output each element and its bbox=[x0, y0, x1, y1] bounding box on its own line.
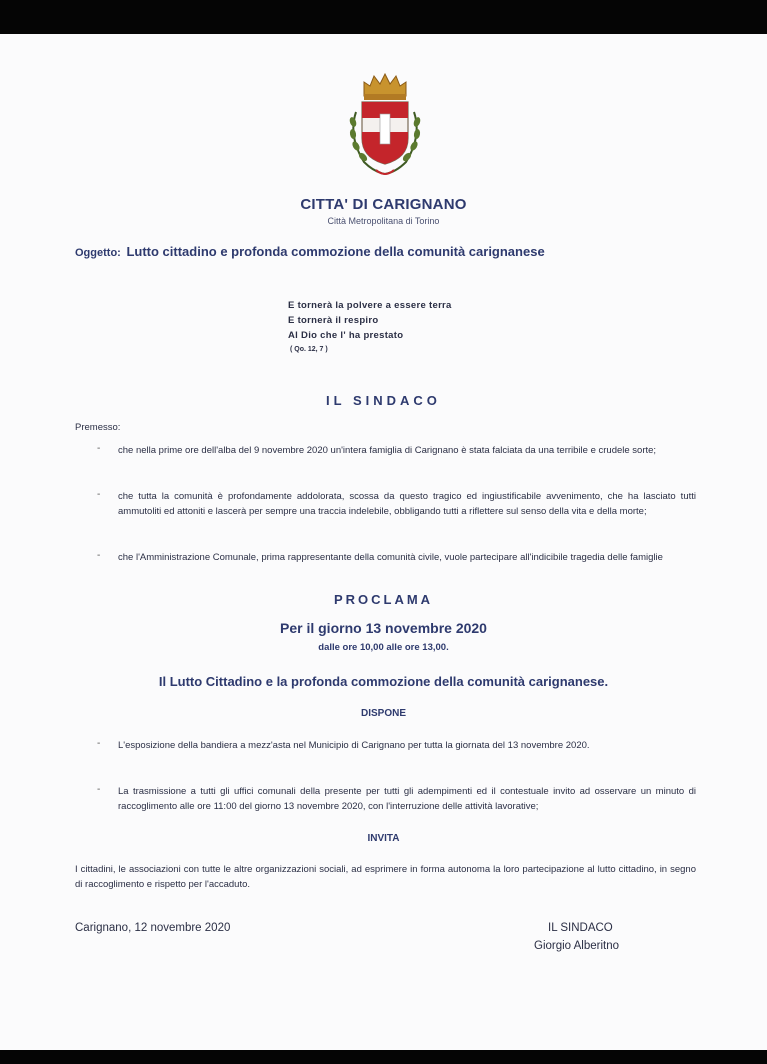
dispone-heading: DISPONE bbox=[360, 708, 406, 719]
document-page bbox=[0, 34, 767, 1050]
premesso-label: Premesso: bbox=[75, 422, 121, 433]
bullet-dash: - bbox=[97, 550, 101, 561]
proclama-time: dalle ore 10,00 alle ore 13,00. bbox=[318, 642, 449, 653]
bullet-dash: - bbox=[97, 489, 101, 500]
dispone-item: L'esposizione della bandiera a mezz'asta nel Municipio di Carignano per tutta la giornata del 13 novembre 2020. bbox=[118, 740, 590, 751]
signature-title: IL SINDACO bbox=[548, 922, 613, 934]
verse-line-2: E tornerà il respiro bbox=[288, 315, 379, 326]
bullet-dash: - bbox=[97, 443, 101, 454]
bullet-dash: - bbox=[97, 784, 101, 795]
top-black-bar bbox=[0, 0, 767, 34]
city-subtitle: Città Metropolitana di Torino bbox=[327, 216, 440, 226]
premesso-item: che nella prime ore dell'alba del 9 novembre 2020 un'intera famiglia di Carignano è stata falciata da una terribile e crudele sorte; bbox=[118, 445, 657, 456]
premesso-item: che l'Amministrazione Comunale, prima rappresentante della comunità civile, vuole partecipare all'indicibile tragedia delle famiglie bbox=[118, 552, 663, 563]
proclama-heading: PROCLAMA bbox=[333, 592, 434, 607]
bottom-black-bar bbox=[0, 1050, 767, 1064]
coat-of-arms-icon bbox=[340, 66, 430, 182]
premesso-item: che tutta la comunità è profondamente addolorata, scossa da questo tragico ed ingiustificabile avvenimento, che ha lasciato tutti ammutoliti ed attoniti e lascerà per sempre una traccia indelebile, obbligando tutti a riflettere sul senso della vita e della morte; bbox=[118, 491, 696, 517]
bullet-dash: - bbox=[97, 738, 101, 749]
verse-reference: ( Qo. 12, 7 ) bbox=[290, 346, 328, 353]
city-title: CITTA' DI CARIGNANO bbox=[300, 196, 467, 213]
verse-line-3: Al Dio che l' ha prestato bbox=[288, 330, 404, 341]
place-date: Carignano, 12 novembre 2020 bbox=[75, 922, 231, 934]
proclama-date: Per il giorno 13 novembre 2020 bbox=[280, 620, 487, 636]
proclama-statement: Il Lutto Cittadino e la profonda commozione della comunità carignanese. bbox=[158, 674, 609, 689]
verse-line-1: E tornerà la polvere a essere terra bbox=[288, 300, 452, 311]
dispone-item: La trasmissione a tutti gli uffici comunali della presente per tutti gli adempimenti ed il contestuale invito ad osservare un minuto di raccoglimento alle ore 11:00 del giorno 13 novembre 2020, con l'interruzione delle attività lavorative; bbox=[118, 786, 696, 812]
subject-text: Lutto cittadino e profonda commozione della comunità carignanese bbox=[126, 244, 545, 259]
invita-text: I cittadini, le associazioni con tutte le altre organizzazioni sociali, ad esprimere in forma autonoma la loro partecipazione al lutto cittadino, in segno di raccoglimento e rispetto per l'accaduto. bbox=[75, 864, 696, 890]
subject-label: Oggetto: bbox=[75, 247, 121, 259]
sindaco-heading: IL SINDACO bbox=[326, 393, 441, 408]
subject-line bbox=[75, 244, 545, 259]
signature-name: Giorgio Alberitno bbox=[534, 940, 620, 952]
invita-heading: INVITA bbox=[367, 833, 400, 844]
